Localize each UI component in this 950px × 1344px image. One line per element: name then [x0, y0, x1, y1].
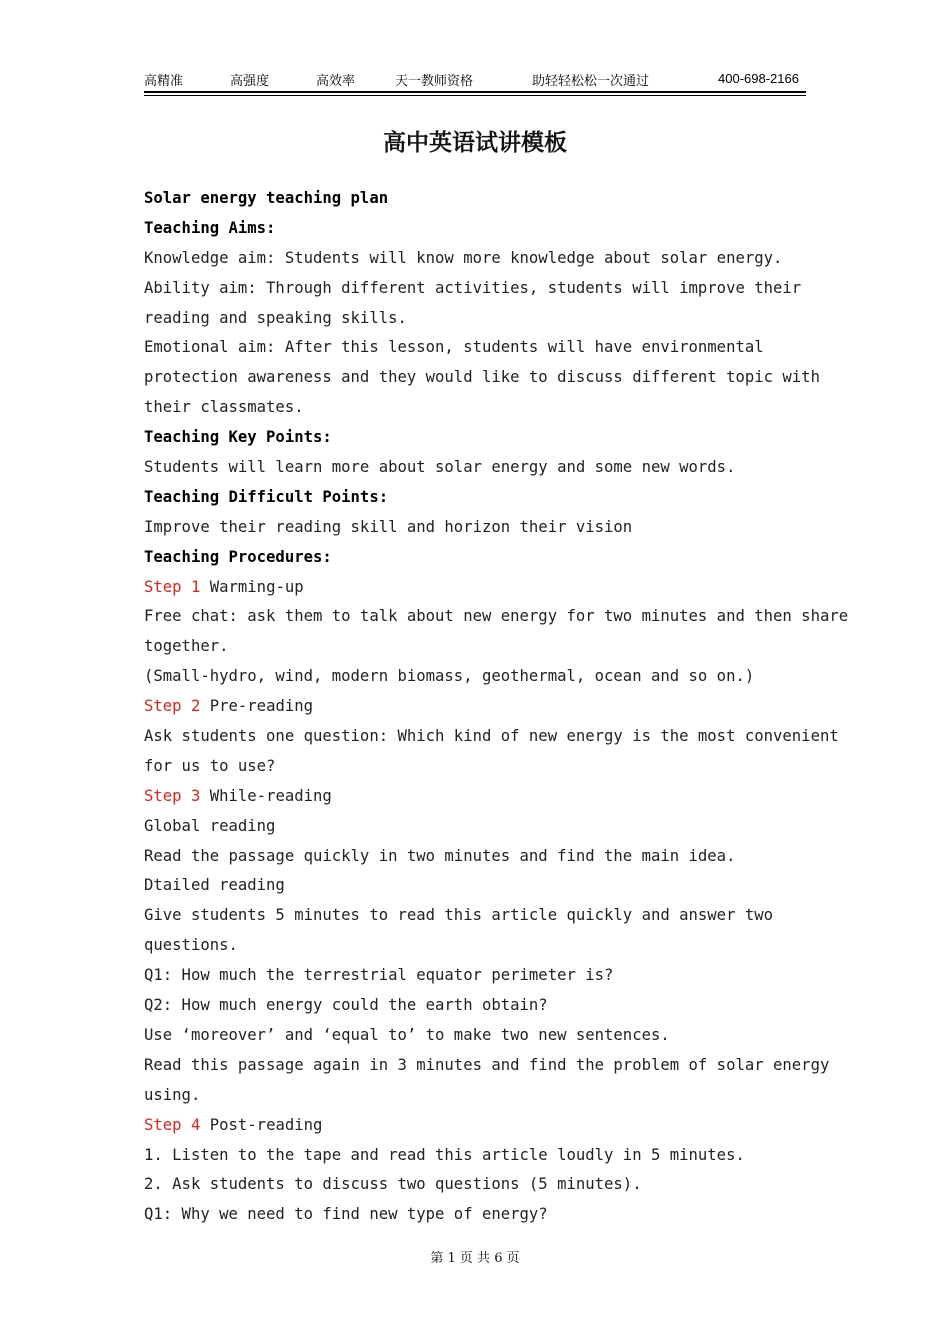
- body-line: Improve their reading skill and horizon their vision: [144, 517, 633, 536]
- header-item: 天一教师资格: [395, 74, 474, 89]
- step-heading: [144, 573, 814, 603]
- step-label: Step 4: [144, 1115, 201, 1134]
- step-label: Step 1: [144, 577, 201, 596]
- step-title: Pre-reading: [209, 697, 314, 716]
- key-points-heading: Teaching Key Points:: [144, 428, 332, 447]
- document-body: [144, 184, 849, 1230]
- body-line: Free chat: ask them to talk about new energy for two minutes and then share: [144, 607, 849, 626]
- difficult-points-heading: Teaching Difficult Points:: [144, 487, 389, 506]
- body-line: Students will learn more about solar energy and some new words.: [144, 458, 736, 477]
- body-line: 2. Ask students to discuss two questions (5 minutes).: [144, 1175, 642, 1194]
- header-rule-thick: [144, 91, 806, 93]
- aims-heading: Teaching Aims:: [144, 218, 276, 237]
- document-title: 高中英语试讲模板: [383, 130, 567, 156]
- body-line: Q2: How much energy could the earth obtain?: [144, 996, 548, 1015]
- body-line: (Small-hydro, wind, modern biomass, geothermal, ocean and so on.): [144, 667, 755, 686]
- body-line: together.: [144, 637, 229, 656]
- header-item: 高强度: [230, 74, 270, 89]
- header-phone: 400-698-2166: [718, 71, 799, 86]
- body-line: Use ‘moreover’ and ‘equal to’ to make two new sentences.: [144, 1025, 670, 1044]
- page-header: [144, 66, 806, 92]
- step-label: Step 2: [144, 697, 201, 716]
- header-item: 高精准: [144, 74, 184, 89]
- body-line: 1. Listen to the tape and read this article loudly in 5 minutes.: [144, 1145, 745, 1164]
- header-item: 助轻轻松松一次通过: [532, 74, 650, 89]
- body-line: Read the passage quickly in two minutes and find the main idea.: [144, 846, 736, 865]
- page-footer: 第 1 页 共 6 页: [430, 1251, 520, 1266]
- body-line: using.: [144, 1085, 201, 1104]
- step-title: Post-reading: [209, 1115, 323, 1134]
- body-line: reading and speaking skills.: [144, 308, 407, 327]
- body-line: Emotional aim: After this lesson, students will have environmental: [144, 338, 764, 357]
- body-line: Ask students one question: Which kind of new energy is the most convenient: [144, 727, 839, 746]
- header-rule-thin: [144, 95, 806, 96]
- body-line: Give students 5 minutes to read this article quickly and answer two: [144, 906, 774, 925]
- body-line: Q1: Why we need to find new type of energy?: [144, 1205, 548, 1224]
- body-line: Dtailed reading: [144, 876, 285, 895]
- header-item: 高效率: [316, 74, 356, 89]
- body-line: Q1: How much the terrestrial equator perimeter is?: [144, 966, 614, 985]
- body-line: for us to use?: [144, 756, 276, 775]
- step-title: While-reading: [209, 786, 332, 805]
- step-heading: [144, 782, 814, 812]
- procedures-heading: Teaching Procedures:: [144, 547, 332, 566]
- body-line: Ability aim: Through different activities, students will improve their: [144, 278, 802, 297]
- body-line: protection awareness and they would like to discuss different topic with: [144, 368, 820, 387]
- step-heading: [144, 1111, 814, 1141]
- body-line: Knowledge aim: Students will know more knowledge about solar energy.: [144, 248, 783, 267]
- body-line: Read this passage again in 3 minutes and find the problem of solar energy: [144, 1055, 830, 1074]
- step-label: Step 3: [144, 786, 201, 805]
- body-line: their classmates.: [144, 398, 304, 417]
- step-heading: [144, 692, 814, 722]
- plan-title: Solar energy teaching plan: [144, 189, 389, 207]
- body-line: Global reading: [144, 816, 276, 835]
- body-line: questions.: [144, 936, 238, 955]
- step-title: Warming-up: [209, 577, 304, 596]
